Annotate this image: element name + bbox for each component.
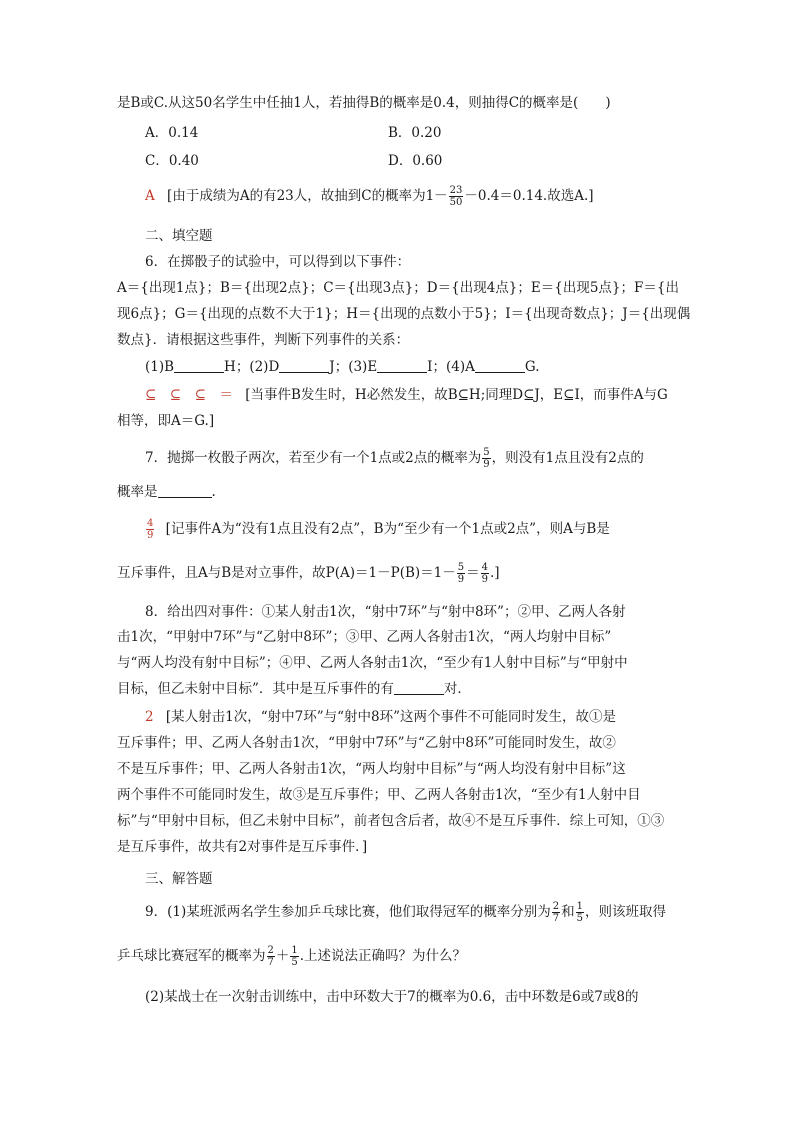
q8-line4: 目标，但乙未射中目标”．其中是互斥事件的有 对．	[117, 681, 471, 697]
q5-answer-text-2: －0.4＝0.14.故选A.]	[464, 188, 594, 204]
q6-blank-3	[377, 358, 427, 373]
q7-blank	[158, 483, 212, 498]
q8-line2: 击1次，“甲射中7环”与“乙射中8环”；③甲、乙两人各射击1次，“两人均射中目标”	[117, 629, 612, 645]
q5-option-b: B．0.20	[388, 125, 442, 141]
q6-line3: 现6点}；G＝{出现的点数不大于1}；H＝{出现的点数小于5}；I＝{出现奇数点}；J＝{出现偶	[117, 306, 691, 322]
q9-line3: (2)某战士在一次射击训练中，击中环数大于7的概率为0.6，击中环数是6或7或8的	[145, 989, 639, 1005]
q6-blank-2	[279, 358, 329, 373]
section-title-solutions: 三、解答题	[145, 871, 213, 887]
q8-answer	[145, 707, 616, 727]
q9-line1: 9．(1)某班派两名学生参加乒乓球比赛，他们取得冠军的概率分别为 $\frac{2}{7}$ 和 $\frac{1}{5}$ ，则该班取得	[145, 901, 666, 924]
q6-blank-1	[174, 358, 224, 373]
q6-answer-symbols: ⊆ ⊆ ⊆ ＝	[145, 387, 233, 403]
q6-parts: (1)B H；(2)D J；(3)E I；(4)A G.	[145, 359, 540, 375]
q8-answer-line3: 不是互斥事件；甲、乙两人各射击1次，“两人均射中目标”与“两人均没有射中目标”这	[117, 761, 626, 777]
q7-line2: 概率是 .	[117, 484, 216, 500]
q5-answer-letter: A	[145, 188, 155, 204]
q6-blank-4	[475, 358, 525, 373]
q8-blank	[394, 680, 444, 695]
q6-answer-text: [当事件B发生时，H必然发生，故B⊆H;同理D⊆J，E⊆I，而事件A与G	[245, 387, 668, 403]
q8-answer-line5: 标”与“甲射中目标，但乙未射中目标”，前者包含后者，故④不是互斥事件．综上可知，①③	[117, 813, 665, 829]
q7-answer-text: [记事件A为“没有1点且没有2点”，B为“至少有一个1点或2点”，则A与B是	[165, 521, 610, 537]
q6-line4: 数点}．请根据这些事件，判断下列事件的关系：	[117, 332, 410, 348]
q8-answer-line1: [某人射击1次，“射中7环”与“射中8环”这两个事件不可能同时发生，故①是	[165, 709, 617, 725]
q6-answer	[145, 385, 668, 405]
q7-answer-fraction: $\frac{4}{9}$	[147, 518, 154, 541]
q8-answer-number: 2	[145, 709, 154, 725]
q8-answer-line2: 互斥事件；甲、乙两人各射击1次，“甲射中7环”与“乙射中8环”可能同时发生，故②	[117, 735, 616, 751]
q5-option-d: D．0.60	[388, 153, 443, 169]
q6-line2: A＝{出现1点}；B＝{出现2点}；C＝{出现3点}；D＝{出现4点}；E＝{出现5点}；F＝{出	[117, 280, 679, 296]
q8-answer-line6: 是互斥事件，故共有2对事件是互斥事件．]	[117, 839, 368, 855]
q5-answer-fraction: $\frac{23}{50}$	[449, 185, 463, 208]
q5-answer	[145, 185, 594, 208]
q8-line1: 8．给出四对事件：①某人射击1次，“射中7环”与“射中8环”；②甲、乙两人各射	[145, 604, 626, 620]
q5-answer-text-1: [由于成绩为A的有23人，故抽到C的概率为1－	[167, 188, 448, 204]
q7-fraction: $\frac{5}{9}$	[483, 447, 490, 470]
q8-line3: 与“两人均没有射中目标”；④甲、乙两人各射击1次，“至少有1人射中目标”与“甲射中	[117, 655, 628, 671]
q6-line1: 6．在掷骰子的试验中，可以得到以下事件：	[145, 254, 411, 270]
q7-answer-line2: 互斥事件，且A与B是对立事件，故P(A)＝1－P(B)＝1－ $\frac{5}{9}$ ＝ $\frac{4}{9}$ .]	[117, 562, 500, 585]
q6-answer-line2: 相等，即A＝G.]	[117, 413, 215, 429]
q8-answer-line4: 两个事件不可能同时发生，故③是互斥事件；甲、乙两人各射击1次，“至少有1人射中目	[117, 787, 641, 803]
q7-answer	[145, 518, 610, 541]
q7-line1: 7．抛掷一枚骰子两次，若至少有一个1点或2点的概率为 $\frac{5}{9}$ ，则没有1点且没有2点的	[145, 447, 644, 470]
q5-option-a: A．0.14	[145, 125, 199, 141]
q5-stem-tail: 是B或C.从这50名学生中任抽1人，若抽得B的概率是0.4，则抽得C的概率是( )	[117, 95, 611, 111]
q9-line2: 乒乓球比赛冠军的概率为 $\frac{2}{7}$ ＋ $\frac{1}{5}$ .上述说法正确吗？为什么？	[117, 945, 467, 968]
section-title-fill-in: 二、填空题	[145, 228, 213, 244]
q5-option-c: C．0.40	[145, 153, 199, 169]
